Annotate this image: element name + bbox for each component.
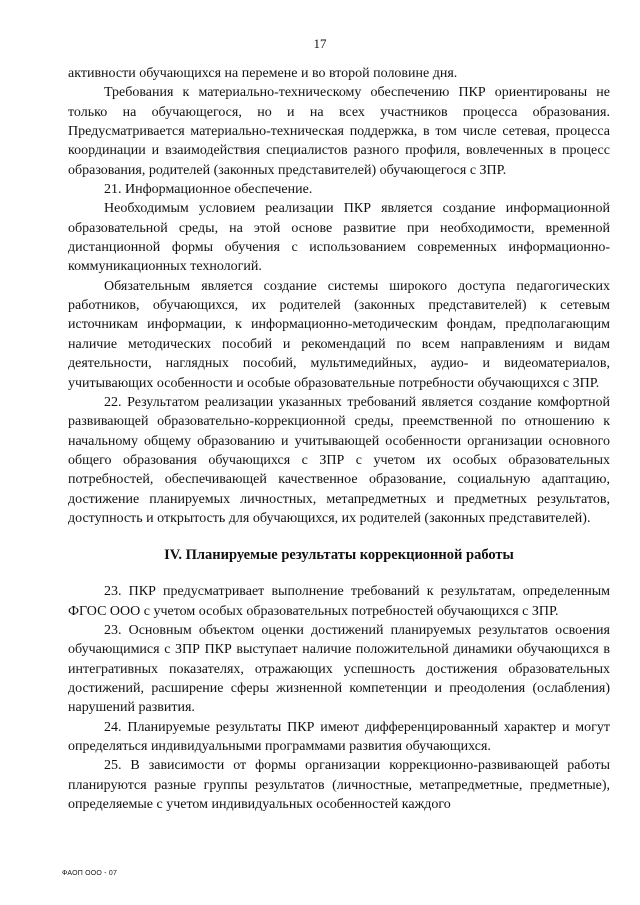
paragraph-item-22: 22. Результатом реализации указанных требований является создание комфортной развивающей образовательно-коррекционной среды, преемственной по отношению к начальному общему образованию и учитывающей особенности организации основного общего образования обучающихся с ЗПР с учетом их особых образовательных потребностей, обеспечивающей качественное образование, социальную адаптацию, достижение планируемых личностных, метапредметных и предметных результатов, доступность и открытость для обучающихся, их родителей (законных представителей). [68, 394, 610, 526]
document-body [68, 64, 610, 814]
paragraph-access-system: Обязательным является создание системы широкого доступа педагогических работников, обучающихся, их родителей (законных представителей) к сетевым источникам информации, к информационно-методическим фондам, предполагающим наличие методических пособий и рекомендаций по всем направлениям и видам деятельности, наглядных пособий, мультимедийных, аудио- и видеоматериалов, учитывающих особенности и особые образовательные потребности обучающихся с ЗПР. [68, 278, 610, 391]
paragraph-information-environment: Необходимым условием реализации ПКР является создание информационной образовательной среды, на этой основе развитие при необходимости, временной дистанционной формы обучения с использованием современных информационно-коммуникационных технологий. [68, 201, 610, 275]
paragraph-item-23-requirements: 23. ПКР предусматривает выполнение требований к результатам, определенным ФГОС ООО с учетом особых образовательных потребностей обучающихся с ЗПР. [68, 584, 610, 619]
paragraph-item-24: 24. Планируемые результаты ПКР имеют дифференцированный характер и могут определяться индивидуальными программами развития обучающихся. [68, 719, 610, 754]
paragraph-continuation: активности обучающихся на перемене и во второй половине дня. [68, 66, 458, 81]
paragraph-material-technical: Требования к материально-техническому обеспечению ПКР ориентированы не только на обучающегося, но и на всех участников процесса образования. Предусматривается материально-техническая поддержка, в том числе сетевая, процесса координации и взаимодействия специалистов разного профиля, вовлеченных в процесс образования, родителей (законных представителей) обучающегося с ЗПР. [68, 85, 610, 178]
paragraph-item-23-evaluation: 23. Основным объектом оценки достижений планируемых результатов освоения обучающимися с ЗПР ПКР выступает наличие положительной динамики обучающихся в интегративных показателях, отражающих успешность достижения образовательных достижений, расширение сферы жизненной компетенции и преодоления (ослабления) нарушений развития. [68, 622, 610, 716]
paragraph-item-25: 25. В зависимости от формы организации коррекционно-развивающей работы планируются разные группы результатов (личностные, метапредметные, предметные), определяемые с учетом индивидуальных особенностей каждого [68, 758, 610, 813]
section-heading: IV. Планируемые результаты коррекционной работы [164, 547, 514, 564]
paragraph-item-21-heading: 21. Информационное обеспечение. [104, 182, 313, 198]
page-number: 17 [313, 36, 327, 51]
footer-code: ФАОП ООО - 07 [62, 870, 118, 877]
